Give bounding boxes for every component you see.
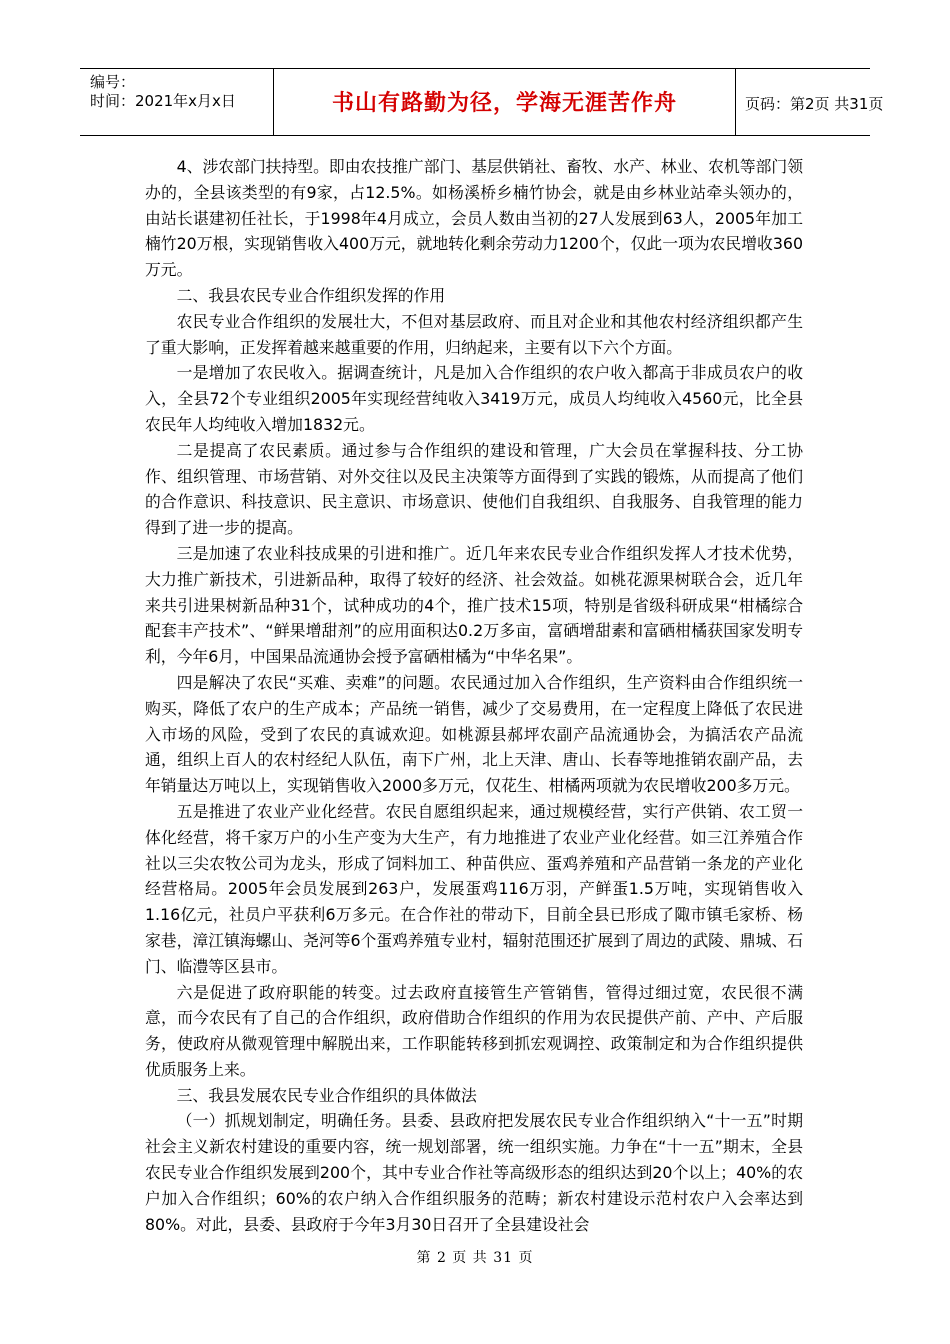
paragraph-role-4: 四是解决了农民“买难、卖难”的问题。农民通过加入合作组织，生产资料由合作组织统一购买，降低了农户的生产成本；产品统一销售，减少了交易费用，在一定程度上降低了农民进入市场的风险，受到了农民的真诚欢迎。如桃源县郝坪农副产品流通协会，为搞活农产品流通，组织上百人的农村经纪人队伍，南下广州，北上天津、唐山、长春等地推销农副产品，去年销量达万吨以上，实现销售收入2000多万元，仅花生、柑橘两项就为农民增收200多万元。: [145, 672, 803, 796]
paragraph-intro-roles: 农民专业合作组织的发展壮大，不但对基层政府、而且对企业和其他农村经济组织都产生了重大影响，正发挥着越来越重要的作用，归纳起来，主要有以下六个方面。: [145, 311, 803, 357]
header-page-info: 页码：第2页 共31页: [745, 95, 884, 113]
header-meta: [80, 69, 274, 135]
paragraph-role-6: 六是促进了政府职能的转变。过去政府直接管生产管销售，管得过细过宽，农民很不满意，而今农民有了自己的合作组织，政府借助合作组织的作用为农民提供产前、产中、产后服务，使政府从微观管理中解脱出来，工作职能转移到抓宏观调控、政策制定和为合作组织提供优质服务上来。: [145, 982, 803, 1079]
section-heading-3: 三、我县发展农民专业合作组织的具体做法: [176, 1085, 477, 1105]
header-motto: 书山有路勤为径，学海无涯苦作舟: [274, 69, 736, 135]
time-label: 时间：2021年x月x日: [90, 92, 236, 110]
section-heading-2: 二、我县农民专业合作组织发挥的作用: [176, 285, 446, 305]
page-footer: 第 2 页 共 31 页: [416, 1250, 534, 1266]
paragraph-role-1: 一是增加了农民收入。据调查统计，凡是加入合作组织的农户收入都高于非成员农户的收入，全县72个专业组织2005年实现经营纯收入3419万元，成员人均纯收入4560元，比全县农民年人均纯收入增加1832元。: [145, 363, 803, 434]
number-label: 编号：: [90, 73, 136, 91]
paragraph-practice-1: （一）抓规划制定，明确任务。县委、县政府把发展农民专业合作组织纳入“十一五”时期社会主义新农村建设的重要内容，统一规划部署，统一组织实施。力争在“十一五”期末，全县农民专业合作组织发展到200个，其中专业合作社等高级形态的组织达到20个以上；40%的农户加入合作组织；60%的农户纳入合作组织服务的范畴；新农村建设示范村农户入会率达到80%。对此，县委、县政府于今年3月30日召开了全县建设社会: [145, 1111, 803, 1234]
page-header: [80, 68, 884, 136]
paragraph-role-3: 三是加速了农业科技成果的引进和推广。近几年来农民专业合作组织发挥人才技术优势，大力推广新技术，引进新品种，取得了较好的经济、社会效益。如桃花源果树联合会，近几年来共引进果树新品种31个，试种成功的4个，推广技术15项，特别是省级科研成果“柑橘综合配套丰产技术”、“鲜果增甜剂”的应用面积达0.2万多亩，富硒增甜素和富硒柑橘获国家发明专利，今年6月，中国果品流通协会授予富硒柑橘为“中华名果”。: [145, 543, 803, 667]
paragraph-role-2: 二是提高了农民素质。通过参与合作组织的建设和管理，广大会员在掌握科技、分工协作、组织管理、市场营销、对外交往以及民主决策等方面得到了实践的锻炼，从而提高了他们的合作意识、科技意识、民主意识、市场意识、使他们自我组织、自我服务、自我管理的能力得到了进一步的提高。: [145, 440, 803, 538]
paragraph-type-4: 4、涉农部门扶持型。即由农技推广部门、基层供销社、畜牧、水产、林业、农机等部门领办的，全县该类型的有9家，占12.5%。如杨溪桥乡楠竹协会，就是由乡林业站牵头领办的，由站长谌建初任社长，于1998年4月成立，会员人数由当初的27人发展到63人，2005年加工楠竹20万根，实现销售收入400万元，就地转化剩余劳动力1200个，仅此一项为农民增收360万元。: [145, 157, 803, 280]
document-body: [145, 154, 803, 1237]
paragraph-role-5: 五是推进了农业产业化经营。农民自愿组织起来，通过规模经营，实行产供销、农工贸一体化经营，将千家万户的小生产变为大生产，有力地推进了农业产业化经营。如三江养殖合作社以三尖农牧公司为龙头，形成了饲料加工、种苗供应、蛋鸡养殖和产品营销一条龙的产业化经营格局。2005年会员发展到263户，发展蛋鸡116万羽，产鲜蛋1.5万吨，实现销售收入1.16亿元，社员户平获利6万多元。在合作社的带动下，目前全县已形成了陬市镇毛家桥、杨家巷，漳江镇海螺山、尧河等6个蛋鸡养殖专业村，辐射范围还扩展到了周边的武陵、鼎城、石门、临澧等区县市。: [145, 801, 803, 976]
